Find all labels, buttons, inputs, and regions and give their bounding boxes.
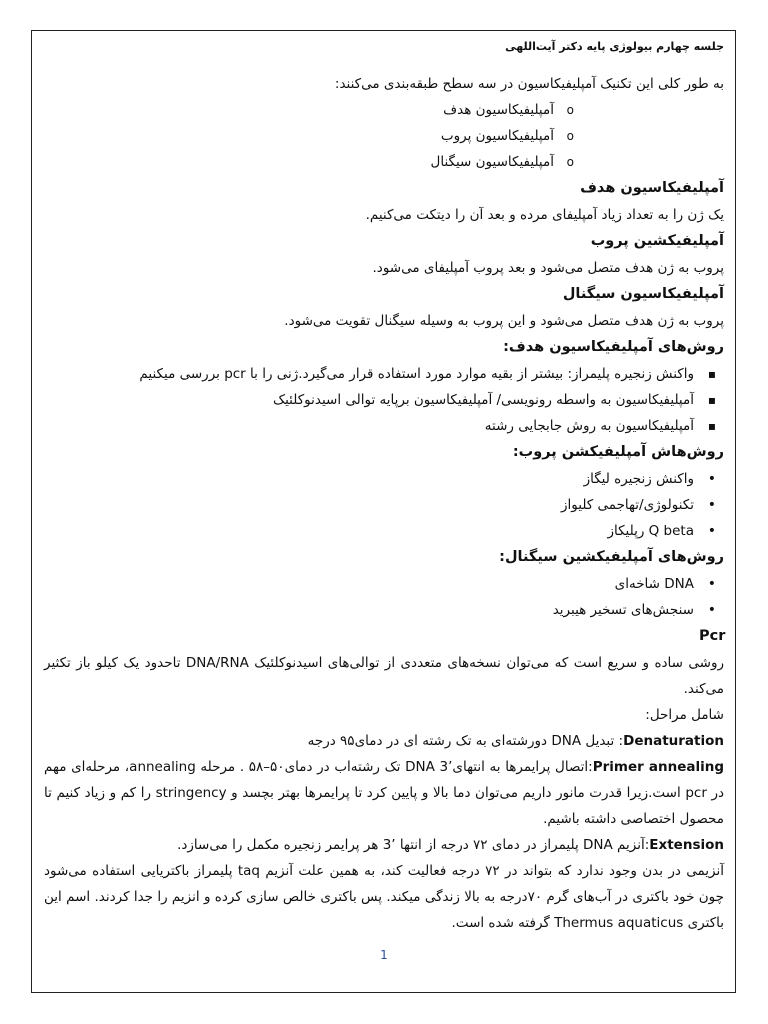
section-text: یک ژن را به تعداد زیاد آمپلیفای مرده و بعد آن را دیتکت می‌کنیم.	[365, 207, 724, 223]
list-item: • سنجش‌های تسخیر هیبرید	[44, 597, 724, 623]
section-text: پروب به ژن هدف متصل می‌شود و بعد پروب آمپلیفای می‌شود.	[372, 260, 724, 276]
steps-intro: شامل مراحل:	[645, 707, 724, 723]
step-text: : تبدیل DNA دورشته‌ای به تک رشته ای در دمای۹۵ درجه	[307, 733, 624, 749]
section-heading: روش‌هاش آمپلیفیکشن پروب:	[512, 444, 724, 460]
list-item: o آمپلیفیکاسیون سیگنال	[44, 149, 724, 175]
section-heading: روش‌های آمپلیفیکاسیون هدف:	[503, 339, 724, 355]
list-item: • تکنولوژی/تهاجمی کلیواز	[44, 492, 724, 518]
taq-paragraph: آنزیمی در بدن وجود ندارد که بتواند در ۷۲ درجه فعالیت کند، به همین علت آنزیم taq پلیمراز باکتریایی استفاده می‌شود چون خود باکتری در آب‌های گرم ۷۰درجه به بالا زندگی میکند. پس باکتری خالص سازی کرده و انزیم را جدا کردند. اسم این باکتری Thermus aquaticus گرفته شده است.	[44, 863, 724, 931]
list-item: o آمپلیفیکاسیون هدف	[44, 97, 724, 123]
step-label: Primer annealing	[592, 759, 725, 775]
list-item: • واکنش زنجیره لیگاز	[44, 466, 724, 492]
section-heading: آمپلیفیکاسیون سیگنال	[562, 286, 724, 302]
step-label: Denaturation	[623, 733, 724, 749]
list-item: ▪ واکنش زنجیره پلیمراز: بیشتر از بقیه موارد مورد استفاده قرار می‌گیرد.ژنی را با pcr بررسی میکنیم	[44, 361, 724, 387]
list-item: ▪ آمپلیفیکاسیون به روش جابجایی رشته	[44, 413, 724, 439]
page-header: جلسه چهارم بیولوژی پایه دکتر آیت‌اللهی	[505, 40, 724, 53]
intro-text: به طور کلی این تکنیک آمپلیفیکاسیون در سه سطح طبقه‌بندی می‌کنند:	[334, 76, 724, 92]
step-label: Extension	[649, 837, 724, 853]
list-item: • DNA شاخه‌ای	[44, 571, 724, 597]
list-item: o آمپلیفیکاسیون پروب	[44, 123, 724, 149]
pcr-description: روشی ساده و سریع است که می‌توان نسخه‌های متعددی از توالی‌های اسیدنوکلئیک DNA/RNA تاحدود یک کیلو باز تکثیر می‌کند.	[44, 655, 724, 697]
step-text: :آنزیم DNA پلیمراز در دمای ۷۲ درجه از انتها ’3 هر پرایمر زنجیره مکمل را می‌سازد.	[177, 837, 650, 853]
signal-methods-list	[44, 571, 724, 623]
denaturation-paragraph	[44, 728, 724, 754]
section-text: پروب به ژن هدف متصل می‌شود و این پروب به وسیله سیگنال تقویت می‌شود.	[284, 313, 724, 329]
document-body	[44, 36, 724, 936]
extension-paragraph	[44, 832, 724, 858]
list-item: • Q beta رپلیکاز	[44, 518, 724, 544]
list-item: ▪ آمپلیفیکاسیون به واسطه رونویسی/ آمپلیفیکاسیون برپایه توالی اسیدنوکلئیک	[44, 387, 724, 413]
section-heading: روش‌های آمپلیفیکشین سیگنال:	[499, 549, 724, 565]
section-heading: آمپلیفیکشین پروب	[590, 233, 724, 249]
target-methods-list	[44, 361, 724, 439]
primer-annealing-paragraph	[44, 754, 724, 832]
section-heading: آمپلیفیکاسیون هدف	[580, 180, 724, 196]
pcr-heading: Pcr	[699, 628, 726, 644]
page-number: 1	[380, 948, 388, 962]
step-text: :اتصال پرایمرها به انتهای‌’DNA 3 تک رشته‌اب در دمای‌۵۰–۵۸ . مرحله annealing، مرحله‌ای مهم در pcr است.زیرا قدرت مانور داریم می‌توان دما بالا و پایین کرد تا پرایمرها بهتر بچسد و stringency را کم و زیاد کنیم تا محصول اختصاصی داشته باشیم.	[44, 759, 724, 827]
levels-list	[44, 97, 724, 175]
probe-methods-list	[44, 466, 724, 544]
